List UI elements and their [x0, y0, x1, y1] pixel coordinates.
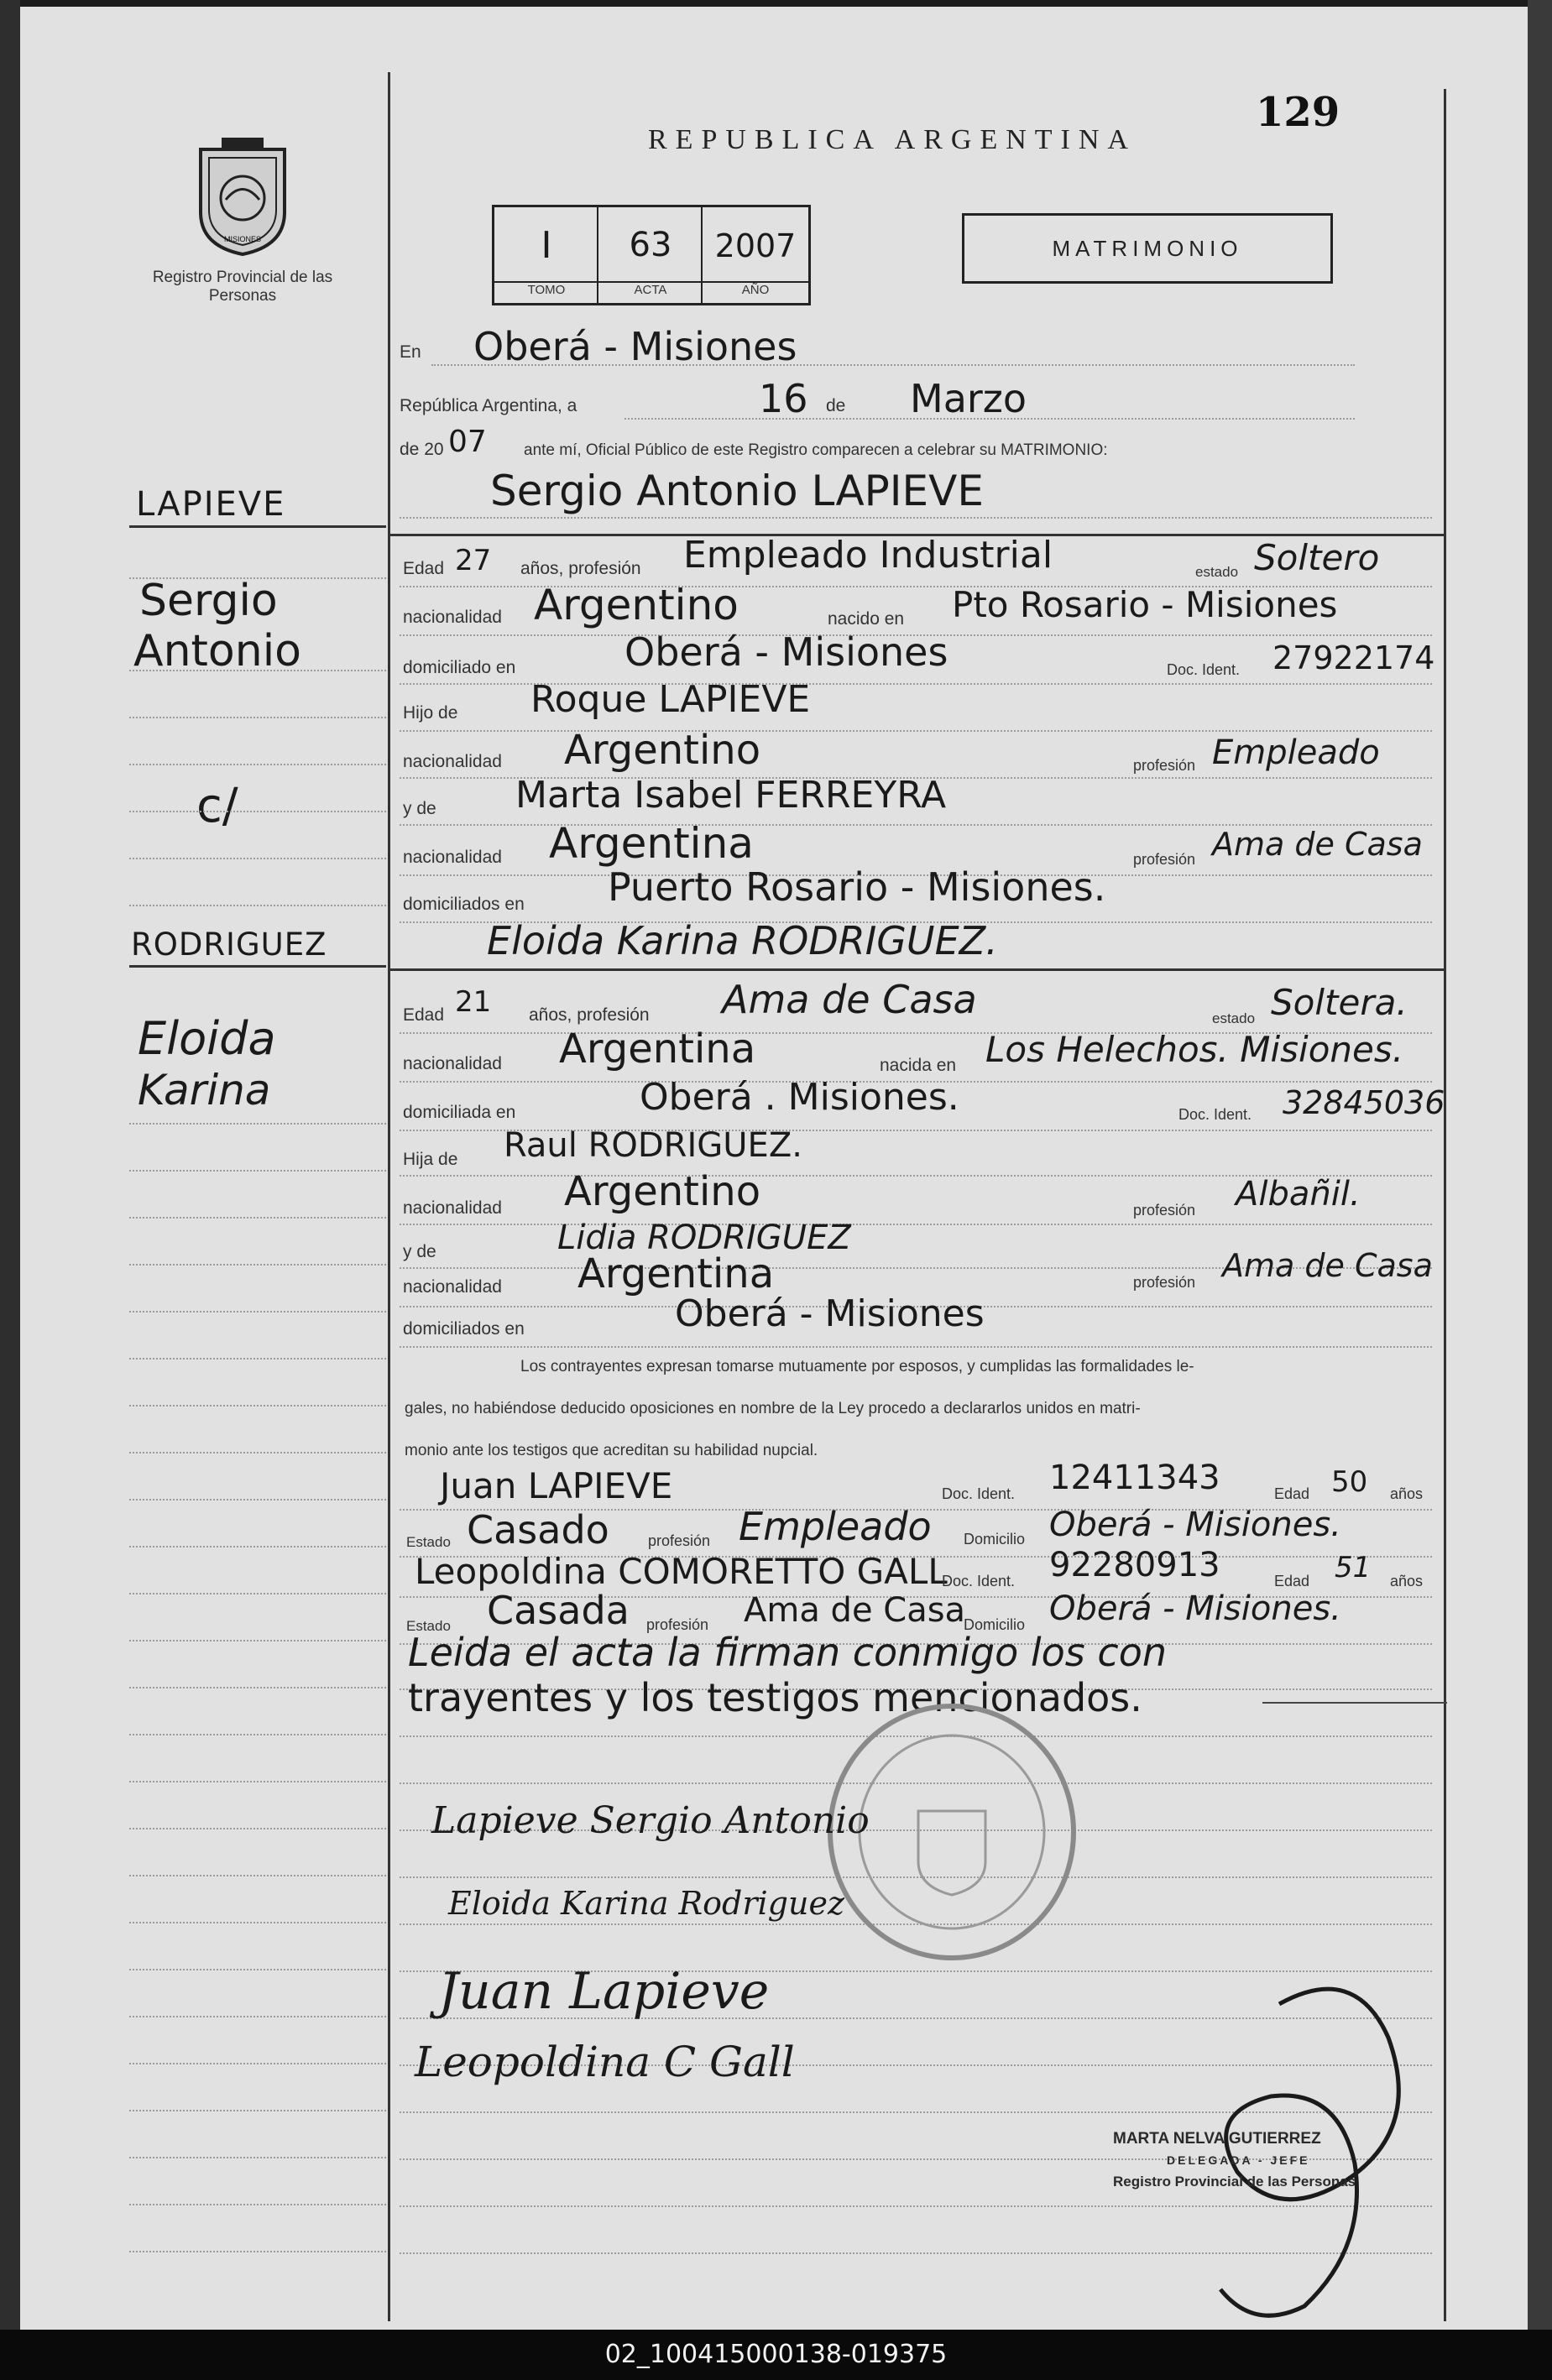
tomo-value: I [541, 224, 552, 267]
groom-parents-dom-label: domiciliados en [403, 895, 525, 914]
act-type-box [962, 213, 1333, 284]
official-name: MARTA NELVA GUTIERREZ [1113, 2130, 1321, 2148]
groom-domicilio-label: domiciliado en [403, 658, 516, 677]
bride-hija-label: Hija de [403, 1150, 458, 1169]
margin-connector: c/ [196, 779, 238, 833]
groom-birthplace: Pto Rosario - Misiones [952, 584, 1338, 625]
witness1-estado: Casado [467, 1507, 609, 1553]
groom-nacionalidad-label: nacionalidad [403, 608, 502, 627]
witness1-doc: 12411343 [1049, 1459, 1220, 1497]
act-type-label: MATRIMONIO [1052, 236, 1243, 261]
witness1-dom-label: Domicilio [964, 1531, 1026, 1548]
groom-mother-nat-label: nacionalidad [403, 848, 502, 867]
acta-label: ACTA [634, 283, 667, 297]
margin-bride-first: Eloida [138, 1012, 276, 1065]
groom-nationality: Argentino [534, 581, 739, 629]
bride-signature: Eloida Karina Rodriguez [448, 1885, 844, 1922]
witness2-profession: Ama de Casa [744, 1591, 966, 1630]
witness1-edad-label: Edad [1274, 1485, 1310, 1502]
groom-edad-label: Edad [403, 559, 445, 578]
groom-signature: Lapieve Sergio Antonio [431, 1799, 870, 1842]
witness2-prof-label: profesión [646, 1616, 709, 1633]
groom-nacido-label: nacido en [828, 609, 905, 629]
provincial-seal-icon [192, 133, 293, 258]
groom-father-profession: Empleado [1212, 733, 1380, 772]
groom-father-prof-label: profesión [1133, 757, 1196, 774]
witness2-doc: 92280913 [1049, 1546, 1220, 1584]
groom-hijo-label: Hijo de [403, 703, 458, 723]
official-title: DELEGADA - JEFE [1167, 2153, 1310, 2167]
witness2-signature: Leopoldina C Gall [415, 2038, 795, 2086]
witness2-domicile: Oberá - Misiones. [1049, 1589, 1341, 1628]
groom-doc: 27922174 [1272, 639, 1435, 676]
closing-line-2: trayentes y los testigos mencionados. [408, 1675, 1142, 1720]
ano-label: AÑO [741, 283, 770, 297]
bride-parents-domicile: Oberá - Misiones [675, 1292, 985, 1335]
witness1-name: Juan LAPIEVE [440, 1465, 673, 1506]
folio-number: 129 [1256, 89, 1340, 136]
bride-mother: Lidia RODRIGUEZ [557, 1219, 851, 1257]
bride-edad-label: Edad [403, 1005, 445, 1025]
intro-en-label: En [400, 342, 421, 362]
groom-father-nationality: Argentino [564, 727, 761, 774]
groom-mother-nationality: Argentina [549, 819, 754, 868]
witness2-edad-label: Edad [1274, 1573, 1310, 1589]
intro-place: Oberá - Misiones [473, 324, 797, 369]
image-caption: 02_100415000138-019375 [0, 2330, 1552, 2380]
bride-nationality: Argentina [559, 1026, 756, 1073]
declaration-line-3: monio ante los testigos que acreditan su habilidad nupcial. [405, 1442, 818, 1459]
groom-estado-label: estado [1195, 564, 1239, 580]
bride-mother-prof-label: profesión [1133, 1274, 1196, 1291]
bride-full-name: Eloida Karina RODRIGUEZ. [487, 918, 998, 963]
witness1-estado-label: Estado [406, 1534, 451, 1550]
intro-year-prefix: de 20 [400, 440, 444, 459]
official-office: Registro Provincial de las Personas [1113, 2174, 1356, 2189]
book-binding-edge [0, 0, 20, 2333]
witness1-prof-label: profesión [648, 1532, 711, 1549]
bride-mother-nat-label: nacionalidad [403, 1277, 502, 1297]
groom-y-de-label: y de [403, 799, 436, 818]
official-signature-icon [1178, 1970, 1430, 2331]
witness2-doc-label: Doc. Ident. [942, 1573, 1016, 1589]
bride-parents-dom-label: domiciliados en [403, 1319, 525, 1339]
bride-age: 21 [455, 985, 492, 1019]
bride-doc: 32845036 [1283, 1084, 1445, 1121]
declaration-line-2: gales, no habiéndose deducido oposiciones en nombre de la Ley procedo a declararlos unidos en matri- [405, 1400, 1141, 1417]
groom-mother: Marta Isabel FERREYRA [515, 774, 947, 817]
bride-anos-profesion-label: años, profesión [529, 1005, 650, 1025]
intro-year-suffix: 07 [448, 425, 487, 459]
office-name: Registro Provincial de las Personas [152, 269, 333, 305]
bride-estado-label: estado [1212, 1010, 1256, 1026]
groom-domicile: Oberá - Misiones [624, 629, 948, 675]
bride-estado: Soltera. [1271, 982, 1408, 1023]
witness2-estado-label: Estado [406, 1618, 451, 1634]
bride-profession: Ama de Casa [722, 977, 977, 1022]
margin-groom-second: Antonio [133, 626, 301, 676]
tomo-label: TOMO [527, 283, 566, 297]
bride-domicilio-label: domiciliada en [403, 1103, 516, 1122]
witness2-anos-label: años [1390, 1573, 1424, 1589]
margin-bride-second: Karina [138, 1066, 271, 1114]
intro-month: Marzo [910, 376, 1027, 421]
witness2-age: 51 [1335, 1551, 1372, 1584]
witness2-estado: Casada [487, 1588, 630, 1633]
intro-de-label: de [826, 396, 846, 415]
declaration-line-1: Los contrayentes expresan tomarse mutuamente por esposos, y cumplidas las formalidades le- [520, 1358, 1194, 1375]
bride-birthplace: Los Helechos. Misiones. [985, 1029, 1404, 1070]
groom-full-name: Sergio Antonio LAPIEVE [490, 467, 984, 515]
bride-domicile: Oberá . Misiones. [640, 1076, 959, 1119]
bride-doc-label: Doc. Ident. [1178, 1106, 1252, 1123]
witness1-profession: Empleado [739, 1504, 932, 1549]
witness1-domicile: Oberá - Misiones. [1049, 1506, 1341, 1544]
groom-mother-profession: Ama de Casa [1212, 826, 1423, 863]
country-title: REPUBLICA ARGENTINA [648, 124, 1137, 155]
bride-y-de-label: y de [403, 1242, 436, 1261]
groom-estado: Soltero [1254, 537, 1380, 578]
intro-day: 16 [759, 376, 808, 421]
margin-groom-first: Sergio [139, 576, 278, 626]
svg-text:MISIONES: MISIONES [223, 235, 262, 243]
bride-nacionalidad-label: nacionalidad [403, 1054, 502, 1073]
ano-value: 2007 [714, 227, 797, 264]
bride-father-profession: Albañil. [1236, 1175, 1361, 1213]
register-page [20, 7, 1528, 2330]
registry-box [492, 205, 811, 305]
bride-father-prof-label: profesión [1133, 1202, 1196, 1219]
right-rule [1444, 89, 1446, 2321]
groom-mother-prof-label: profesión [1133, 851, 1196, 868]
bride-nacida-label: nacida en [880, 1056, 957, 1075]
groom-anos-profesion-label: años, profesión [520, 559, 641, 578]
groom-profession: Empleado Industrial [683, 534, 1053, 577]
bride-father-nationality: Argentino [564, 1168, 761, 1215]
groom-age: 27 [455, 544, 492, 577]
intro-statement: ante mí, Oficial Público de este Registro comparecen a celebrar su MATRIMONIO: [524, 441, 1108, 459]
groom-parents-domicile: Puerto Rosario - Misiones. [608, 864, 1106, 910]
acta-value: 63 [629, 226, 672, 264]
groom-father-nat-label: nacionalidad [403, 752, 502, 771]
groom-father: Roque LAPIEVE [530, 678, 811, 721]
witness1-age: 50 [1331, 1465, 1368, 1499]
groom-doc-label: Doc. Ident. [1167, 661, 1241, 678]
margin-rule [388, 72, 390, 2321]
witness1-signature: Juan Lapieve [438, 1962, 770, 2021]
bride-mother-nationality: Argentina [577, 1250, 775, 1297]
witness2-dom-label: Domicilio [964, 1616, 1026, 1633]
margin-bride-surname: RODRIGUEZ [131, 926, 327, 963]
witness1-doc-label: Doc. Ident. [942, 1485, 1016, 1502]
bride-mother-profession: Ama de Casa [1222, 1247, 1433, 1284]
bride-father: Raul RODRIGUEZ. [504, 1126, 802, 1165]
intro-republic-label: República Argentina, a [400, 396, 577, 415]
page-stack-edge [1528, 0, 1552, 2333]
margin-groom-surname: LAPIEVE [136, 485, 286, 524]
bride-father-nat-label: nacionalidad [403, 1198, 502, 1218]
closing-line-1: Leida el acta la firman conmigo los con [408, 1630, 1167, 1675]
witness1-anos-label: años [1390, 1485, 1424, 1502]
witness2-name: Leopoldina COMORETTO GALL [415, 1551, 948, 1592]
